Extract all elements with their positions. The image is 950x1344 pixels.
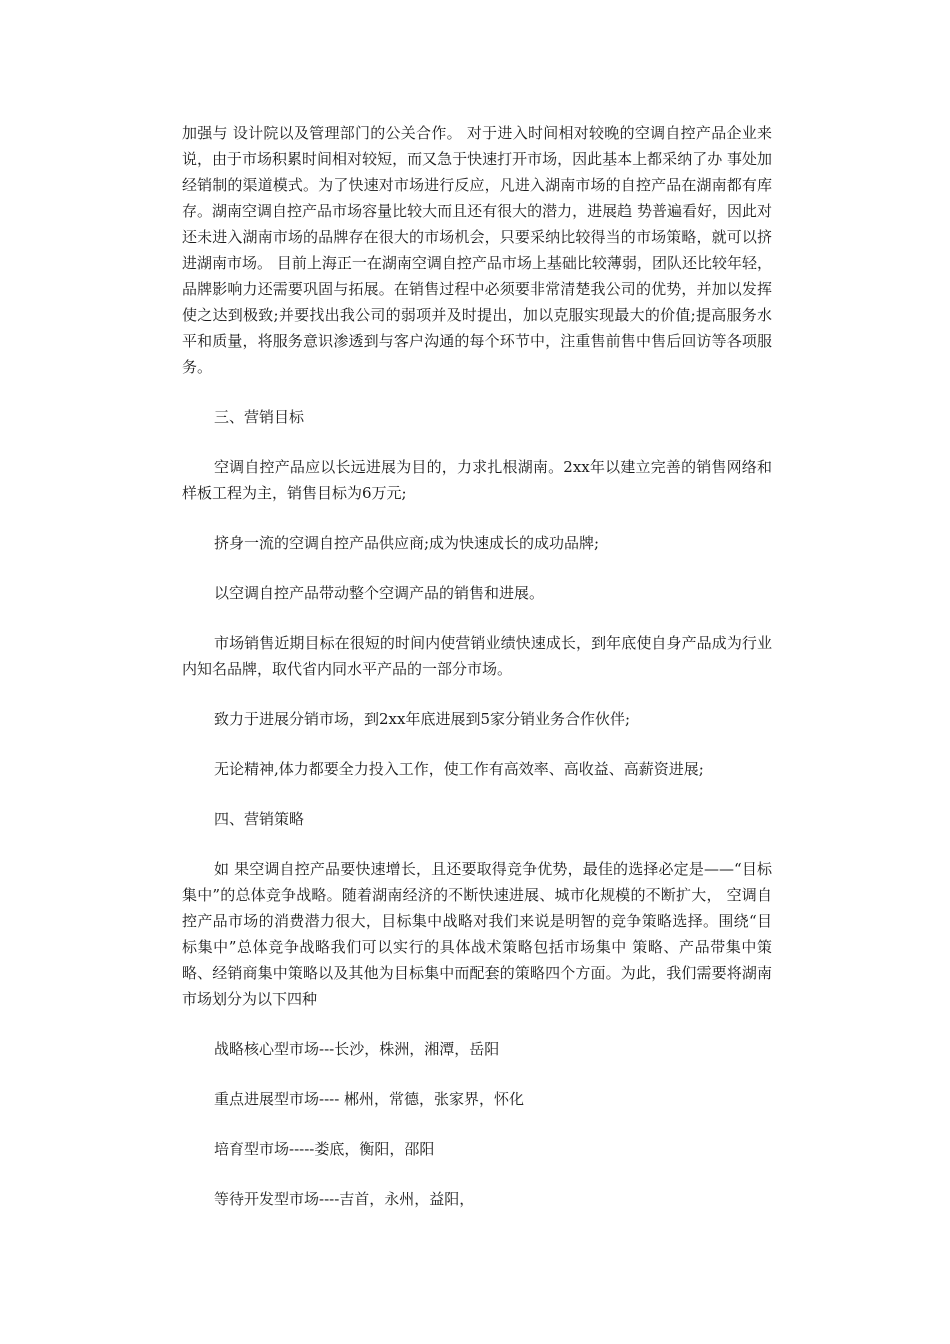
paragraph-goal-4: 市场销售近期目标在很短的时间内使营销业绩快速成长，到年底使自身产品成为行业内知名品牌，取代省内同水平产品的一部分市场。 xyxy=(182,634,772,678)
document-body xyxy=(182,120,772,1212)
paragraph-goal-3: 以空调自控产品带动整个空调产品的销售和进展。 xyxy=(214,584,545,602)
list-item-core-market: 战略核心型市场---长沙，株洲，湘潭，岳阳 xyxy=(214,1040,500,1058)
paragraph-strategy: 如 果空调自控产品要快速增长，且还要取得竞争优势，最佳的选择必定是——“目标集中”的总体竞争战略。随着湖南经济的不断快速进展、城市化规模的不断扩大， 空调自控产品市场的消费潜力很大，目标集中战略对我们来说是明智的竞争策略选择。围绕“目标集中”总体竞争战略我们可以实行的具体战术策略包括市场集中 策略、产品带集中策略、经销商集中策略以及其他为目标集中而配套的策略四个方面。为此，我们需要将湖南市场划分为以下四种 xyxy=(182,860,772,1008)
paragraph-goal-2: 挤身一流的空调自控产品供应商;成为快速成长的成功品牌; xyxy=(214,534,600,552)
paragraph-goal-6: 无论精神,体力都要全力投入工作，使工作有高效率、高收益、高薪资进展; xyxy=(214,760,704,778)
paragraph-market-analysis: 加强与 设计院以及管理部门的公关合作。 对于进入时间相对较晚的空调自控产品企业来说，由于市场积累时间相对较短，而又急于快速打开市场，因此基本上都采纳了办 事处加经销制的渠道模式。为了快速对市场进行反应，凡进入湖南市场的自控产品在湖南都有库存。湖南空调自控产品市场容量比较大而且还有很大的潜力，进展趋 势普遍看好，因此对还未进入湖南市场的品牌存在很大的市场机会，只要采纳比较得当的市场策略，就可以挤进湖南市场。 目前上海正一在湖南空调自控产品市场上基础比较薄弱，团队还比较年轻，品牌影响力还需要巩固与拓展。在销售过程中必须要非常清楚我公司的优势，并加以发挥使之达到极致;并要找出我公司的弱项并及时提出，加以克服实现最大的价值;提高服务水平和质量，将服务意识渗透到与客户沟通的每个环节中，注重售前售中售后回访等各项服务。 xyxy=(182,124,772,376)
list-item-pending-market: 等待开发型市场----吉首，永州，益阳， xyxy=(214,1190,475,1208)
paragraph-goal-1: 空调自控产品应以长远进展为目的，力求扎根湖南。2xx年以建立完善的销售网络和样板工程为主，销售目标为6万元; xyxy=(182,458,772,502)
list-item-cultivation-market: 培育型市场-----娄底，衡阳，邵阳 xyxy=(214,1140,435,1158)
list-item-key-market: 重点进展型市场---- 郴州，常德，张家界，怀化 xyxy=(214,1090,525,1108)
heading-marketing-goals: 三、营销目标 xyxy=(214,408,305,426)
heading-marketing-strategy: 四、营销策略 xyxy=(214,810,305,828)
paragraph-goal-5: 致力于进展分销市场，到2xx年底进展到5家分销业务合作伙伴; xyxy=(214,710,631,728)
